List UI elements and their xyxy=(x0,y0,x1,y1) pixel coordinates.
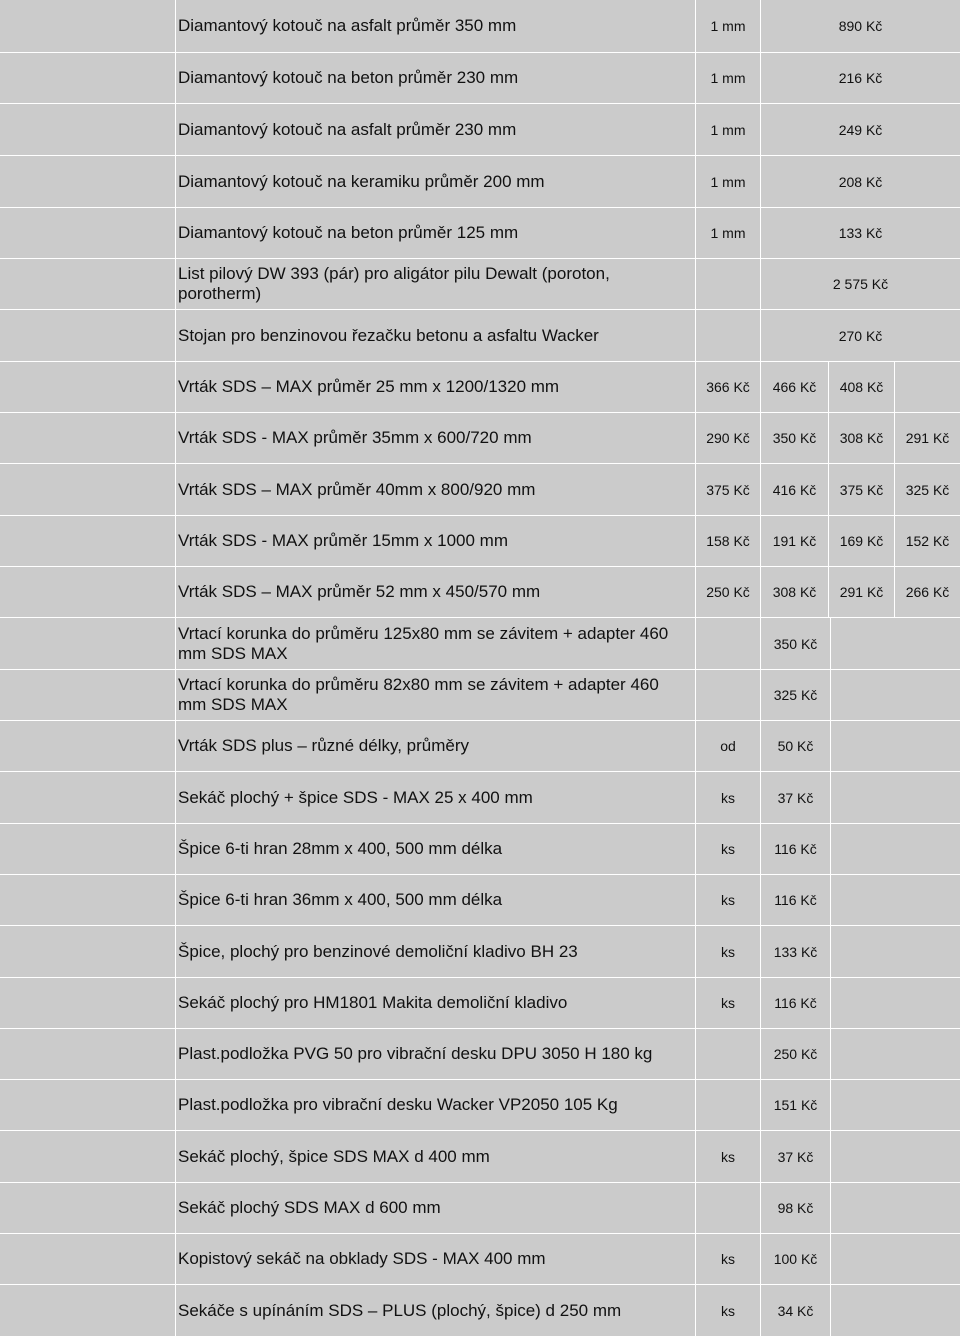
table-row xyxy=(0,824,960,875)
price-col-4: 266 Kč xyxy=(905,584,950,600)
item-price: 208 Kč xyxy=(838,173,883,190)
row-margin-cell xyxy=(0,772,176,823)
table-row xyxy=(0,104,960,156)
item-unit-empty xyxy=(696,1183,761,1233)
row-margin-cell xyxy=(0,1183,176,1233)
row-margin-cell xyxy=(0,1234,176,1284)
item-name: List pilový DW 393 (pár) pro aligátor pilu Dewalt (poroton, porotherm) xyxy=(176,259,696,309)
item-name: Sekáč plochý, špice SDS MAX d 400 mm xyxy=(176,1131,696,1182)
item-name: Diamantový kotouč na beton průměr 230 mm xyxy=(176,53,696,103)
price-col-1: 290 Kč xyxy=(696,413,761,463)
row-margin-cell xyxy=(0,1285,176,1336)
item-price: 151 Kč xyxy=(761,1080,831,1130)
item-price: 116 Kč xyxy=(761,978,831,1028)
item-name: Vrták SDS – MAX průměr 25 mm x 1200/1320 mm xyxy=(176,362,696,412)
item-name: Sekáč plochý + špice SDS - MAX 25 x 400 mm xyxy=(176,772,696,823)
price-col-3: 408 Kč xyxy=(829,362,895,412)
item-unit: ks xyxy=(696,875,761,925)
item-unit: 1 mm xyxy=(696,208,761,258)
table-row xyxy=(0,516,960,567)
item-name: Diamantový kotouč na asfalt průměr 230 mm xyxy=(176,104,696,155)
row-margin-cell xyxy=(0,875,176,925)
item-unit: od xyxy=(696,721,761,771)
row-margin-cell xyxy=(0,208,176,258)
price-col-3: 375 Kč xyxy=(829,464,895,515)
item-name: Kopistový sekáč na obklady SDS - MAX 400 mm xyxy=(176,1234,696,1284)
price-col-1: 158 Kč xyxy=(696,516,761,566)
table-row xyxy=(0,1080,960,1131)
table-row xyxy=(0,53,960,104)
table-row xyxy=(0,310,960,362)
row-margin-cell xyxy=(0,259,176,309)
table-row xyxy=(0,926,960,978)
row-margin-cell xyxy=(0,464,176,515)
item-name: Špice 6-ti hran 36mm x 400, 500 mm délka xyxy=(176,875,696,925)
item-name: Vrtací korunka do průměru 82x80 mm se závitem + adapter 460 mm SDS MAX xyxy=(176,670,696,720)
item-price: 34 Kč xyxy=(761,1285,831,1336)
item-name: Špice 6-ti hran 28mm x 400, 500 mm délka xyxy=(176,824,696,874)
item-name: Diamantový kotouč na asfalt průměr 350 mm xyxy=(176,0,696,52)
item-price: 37 Kč xyxy=(761,1131,831,1182)
table-row xyxy=(0,362,960,413)
item-price: 216 Kč xyxy=(838,70,883,86)
table-row xyxy=(0,413,960,464)
price-col-2: 416 Kč xyxy=(761,464,829,515)
item-unit: 1 mm xyxy=(696,156,761,207)
item-price: 249 Kč xyxy=(838,121,883,138)
item-name: Vrták SDS - MAX průměr 15mm x 1000 mm xyxy=(176,516,696,566)
table-row xyxy=(0,156,960,208)
item-price: 116 Kč xyxy=(761,875,831,925)
table-row xyxy=(0,567,960,618)
item-unit-empty xyxy=(696,310,761,361)
table-row xyxy=(0,208,960,259)
table-row xyxy=(0,1234,960,1285)
item-unit: ks xyxy=(696,1234,761,1284)
row-margin-cell xyxy=(0,618,176,669)
row-margin-cell xyxy=(0,1131,176,1182)
item-name: Diamantový kotouč na beton průměr 125 mm xyxy=(176,208,696,258)
item-unit: ks xyxy=(696,824,761,874)
item-name: Vrták SDS - MAX průměr 35mm x 600/720 mm xyxy=(176,413,696,463)
table-row xyxy=(0,721,960,772)
item-name: Vrták SDS – MAX průměr 52 mm x 450/570 mm xyxy=(176,567,696,617)
item-unit: ks xyxy=(696,978,761,1028)
price-col-2: 466 Kč xyxy=(761,362,829,412)
item-unit-empty xyxy=(696,1080,761,1130)
item-price: 133 Kč xyxy=(838,225,883,241)
item-name: Špice, plochý pro benzinové demoliční kladivo BH 23 xyxy=(176,926,696,977)
row-margin-cell xyxy=(0,53,176,103)
item-unit-empty xyxy=(696,259,761,309)
table-row xyxy=(0,875,960,926)
item-price: 325 Kč xyxy=(761,670,831,720)
item-price: 250 Kč xyxy=(761,1029,831,1079)
item-name: Sekáče s upínáním SDS – PLUS (plochý, špice) d 250 mm xyxy=(176,1285,696,1336)
table-row xyxy=(0,464,960,516)
item-unit-empty xyxy=(696,618,761,669)
price-col-3: 308 Kč xyxy=(829,413,895,463)
item-unit: ks xyxy=(696,772,761,823)
item-unit-empty xyxy=(696,670,761,720)
item-unit: 1 mm xyxy=(696,53,761,103)
price-col-2: 308 Kč xyxy=(761,567,829,617)
item-name: Sekáč plochý pro HM1801 Makita demoliční kladivo xyxy=(176,978,696,1028)
item-name: Plast.podložka PVG 50 pro vibrační desku DPU 3050 H 180 kg xyxy=(176,1029,696,1079)
row-margin-cell xyxy=(0,104,176,155)
price-col-2: 350 Kč xyxy=(761,413,829,463)
item-price: 2 575 Kč xyxy=(832,276,889,292)
price-col-4 xyxy=(895,362,960,412)
item-unit: ks xyxy=(696,1131,761,1182)
table-row xyxy=(0,618,960,670)
price-col-4: 152 Kč xyxy=(905,533,950,549)
price-col-4: 291 Kč xyxy=(905,430,950,446)
row-margin-cell xyxy=(0,156,176,207)
row-margin-cell xyxy=(0,0,176,52)
row-margin-cell xyxy=(0,670,176,720)
item-unit: 1 mm xyxy=(696,0,761,52)
item-name: Vrtací korunka do průměru 125x80 mm se závitem + adapter 460 mm SDS MAX xyxy=(176,618,696,669)
row-margin-cell xyxy=(0,721,176,771)
item-price: 133 Kč xyxy=(761,926,831,977)
item-name: Vrták SDS plus – různé délky, průměry xyxy=(176,721,696,771)
item-unit: ks xyxy=(696,926,761,977)
price-col-3: 291 Kč xyxy=(829,567,895,617)
price-col-1: 250 Kč xyxy=(696,567,761,617)
item-name: Diamantový kotouč na keramiku průměr 200 mm xyxy=(176,156,696,207)
row-margin-cell xyxy=(0,516,176,566)
table-row xyxy=(0,1183,960,1234)
price-col-3: 169 Kč xyxy=(829,516,895,566)
table-row xyxy=(0,1131,960,1183)
item-name: Vrták SDS – MAX průměr 40mm x 800/920 mm xyxy=(176,464,696,515)
row-margin-cell xyxy=(0,567,176,617)
table-row xyxy=(0,0,960,53)
table-row xyxy=(0,259,960,310)
item-price: 350 Kč xyxy=(761,618,831,669)
row-margin-cell xyxy=(0,362,176,412)
table-row xyxy=(0,1029,960,1080)
item-name: Plast.podložka pro vibrační desku Wacker VP2050 105 Kg xyxy=(176,1080,696,1130)
row-margin-cell xyxy=(0,978,176,1028)
table-row xyxy=(0,670,960,721)
item-price: 890 Kč xyxy=(838,18,883,34)
item-name: Sekáč plochý SDS MAX d 600 mm xyxy=(176,1183,696,1233)
row-margin-cell xyxy=(0,1029,176,1079)
price-col-1: 375 Kč xyxy=(696,464,761,515)
row-margin-cell xyxy=(0,926,176,977)
item-price: 270 Kč xyxy=(838,327,883,344)
row-margin-cell xyxy=(0,310,176,361)
price-col-1: 366 Kč xyxy=(696,362,761,412)
price-col-4: 325 Kč xyxy=(905,481,950,498)
item-unit: ks xyxy=(696,1285,761,1336)
row-margin-cell xyxy=(0,413,176,463)
table-row xyxy=(0,978,960,1029)
table-row xyxy=(0,772,960,824)
item-price: 50 Kč xyxy=(761,721,831,771)
item-price: 98 Kč xyxy=(761,1183,831,1233)
row-margin-cell xyxy=(0,1080,176,1130)
item-price: 116 Kč xyxy=(761,824,831,874)
item-unit-empty xyxy=(696,1029,761,1079)
item-unit: 1 mm xyxy=(696,104,761,155)
item-name: Stojan pro benzinovou řezačku betonu a asfaltu Wacker xyxy=(176,310,696,361)
item-price: 100 Kč xyxy=(761,1234,831,1284)
price-col-2: 191 Kč xyxy=(761,516,829,566)
row-margin-cell xyxy=(0,824,176,874)
item-price: 37 Kč xyxy=(761,772,831,823)
table-row xyxy=(0,1285,960,1336)
